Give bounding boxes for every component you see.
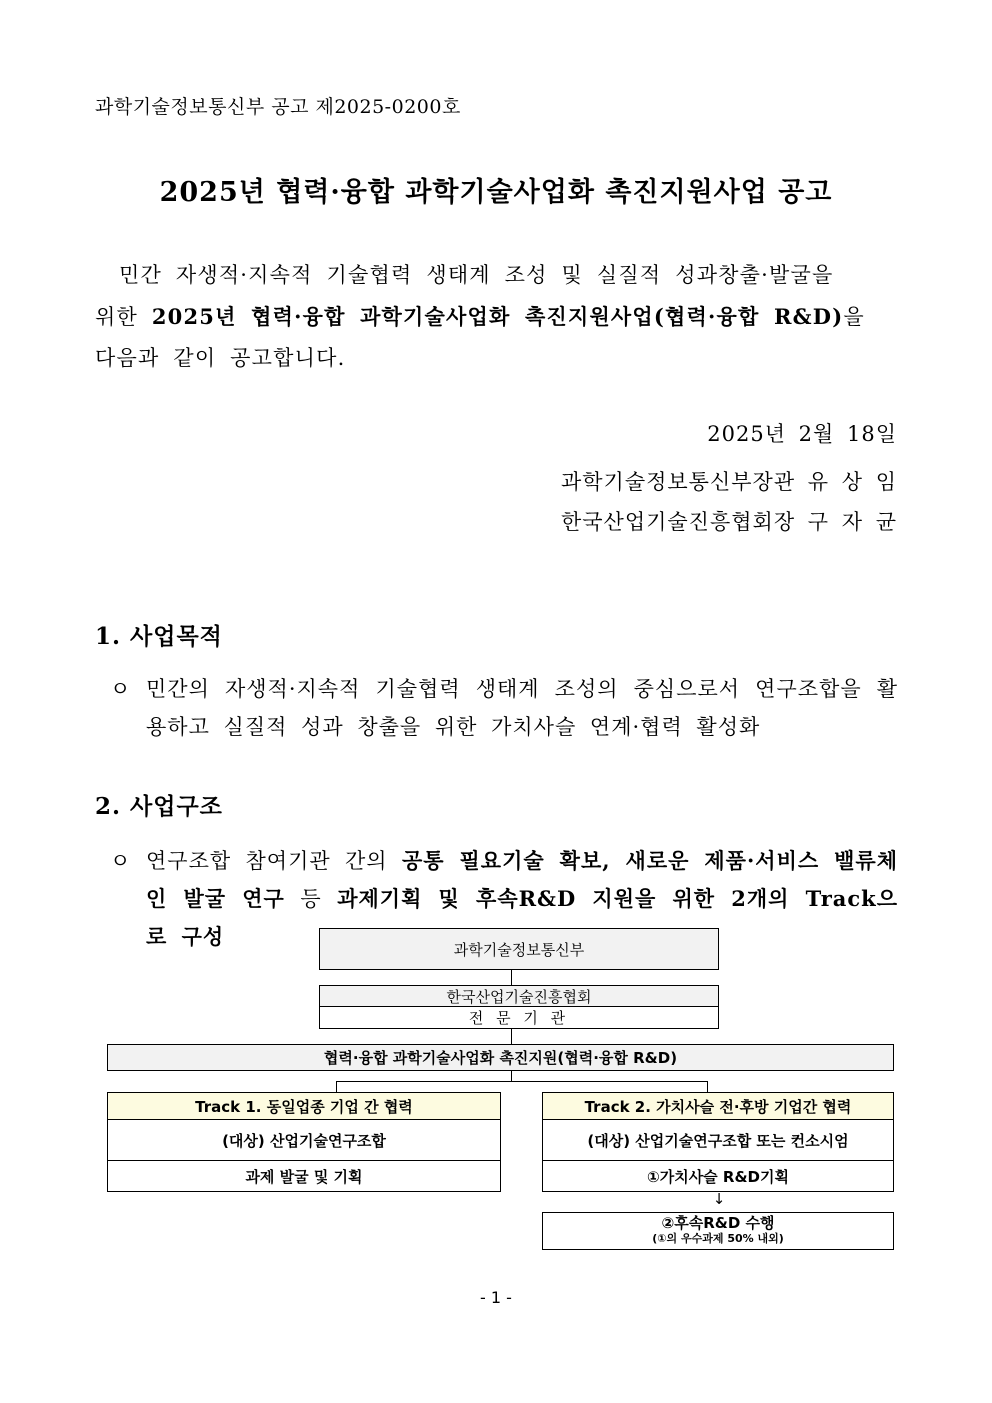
connector-line bbox=[511, 1071, 512, 1081]
track2-task2-box bbox=[542, 1212, 894, 1250]
track2-title: Track 2. 가치사슬 전·후방 기업간 협력 bbox=[542, 1092, 894, 1120]
program-box: 협력·융합 과학기술사업화 촉진지원(협력·융합 R&D) bbox=[107, 1044, 894, 1071]
connector-line bbox=[336, 1081, 708, 1082]
ministry-box: 과학기술정보통신부 bbox=[319, 928, 719, 970]
track1-task: 과제 발굴 및 기획 bbox=[107, 1160, 501, 1192]
connector-line bbox=[511, 970, 512, 986]
section-1-bullet bbox=[110, 670, 898, 746]
s2-text-d: 과제기획 및 후속R&D 지원을 위한 2개의 Track으로 구성 bbox=[146, 886, 898, 949]
intro-line-3: 다음과 같이 공고합니다. bbox=[95, 346, 346, 370]
track2-target: (대상) 산업기술연구조합 또는 컨소시엄 bbox=[542, 1119, 894, 1161]
s2-text-c: 등 bbox=[284, 887, 338, 911]
track2-task2: ②후속R&D 수행 bbox=[661, 1214, 775, 1232]
down-arrow-icon: ↓ bbox=[712, 1190, 726, 1208]
track2-task2-note: (①의 우수과제 50% 내외) bbox=[652, 1232, 784, 1245]
intro-line-1: 민간 자생적·지속적 기술협력 생태계 조성 및 실질적 성과창출·발굴을 bbox=[119, 263, 834, 287]
s2-text-a: 연구조합 참여기관 간의 bbox=[146, 849, 402, 873]
intro-line-2-suffix: 을 bbox=[843, 305, 865, 329]
section-1-text: 민간의 자생적·지속적 기술협력 생태계 조성의 중심으로서 연구조합을 활용하고 실질적 성과 창출을 위한 가치사슬 연계·협력 활성화 bbox=[146, 677, 898, 739]
notice-date: 2025년 2월 18일 bbox=[707, 422, 897, 446]
section-1-title: 1. 사업목적 bbox=[95, 623, 223, 650]
s2-text-b: 공통 필요기술 확보, 새로운 제품·서비스 밸류체인 발굴 연구 bbox=[146, 848, 898, 911]
minister-signature: 과학기술정보통신부장관 유 상 임 bbox=[560, 470, 897, 494]
intro-line-2 bbox=[95, 296, 898, 338]
program-name: 2025년 협력·융합 과학기술사업화 촉진지원사업(협력·융합 R&D) bbox=[151, 304, 844, 329]
bullet-mark: ㅇ bbox=[110, 849, 132, 873]
association-signature: 한국산업기술진흥협회장 구 자 균 bbox=[560, 510, 897, 534]
connector-line bbox=[511, 1029, 512, 1045]
page-number: - 1 - bbox=[480, 1288, 512, 1307]
bullet-mark: ㅇ bbox=[110, 677, 132, 701]
intro-paragraph bbox=[95, 255, 898, 379]
agency-name-box: 한국산업기술진흥협회 bbox=[319, 985, 719, 1007]
notice-number: 과학기술정보통신부 공고 제2025-0200호 bbox=[95, 96, 461, 118]
track1-title: Track 1. 동일업종 기업 간 협력 bbox=[107, 1092, 501, 1120]
section-2-title: 2. 사업구조 bbox=[95, 793, 223, 820]
track1-target: (대상) 산업기술연구조합 bbox=[107, 1119, 501, 1161]
agency-role-box: 전 문 기 관 bbox=[319, 1006, 719, 1029]
document-title: 2025년 협력·융합 과학기술사업화 촉진지원사업 공고 bbox=[159, 177, 833, 208]
track2-task1: ①가치사슬 R&D기획 bbox=[542, 1160, 894, 1192]
intro-line-2-prefix: 위한 bbox=[95, 305, 152, 329]
